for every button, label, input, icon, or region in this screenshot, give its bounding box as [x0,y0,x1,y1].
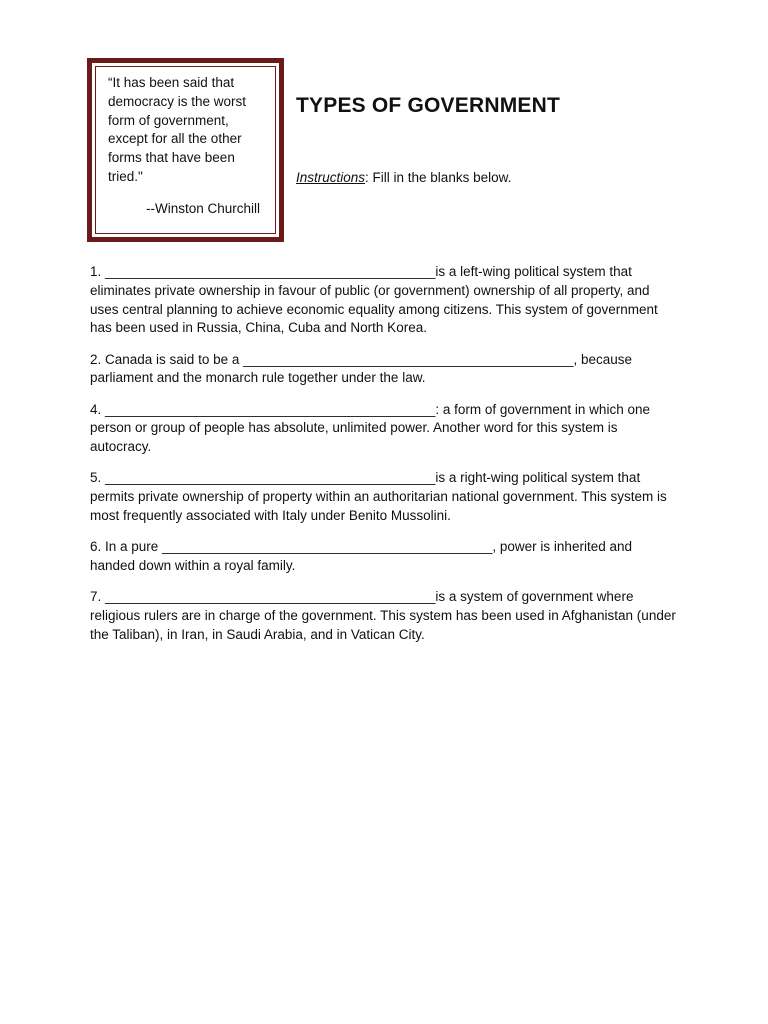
instructions [296,169,511,187]
question-7: 7. ____________________________________________is a system of government where religious rulers are in charge of the government. This system has been used in Afghanistan (under the Taliban), in Iran, in Saudi Arabia, and in Vatican City. [90,589,676,642]
question-2: 2. Canada is said to be a ____________________________________________, because parliament and the monarch rule together under the law. [90,351,632,386]
quote-author: --Winston Churchill [146,201,261,216]
question-5: 5. ____________________________________________is a right-wing political system that permits private ownership of property within an authoritarian national government. This system is most frequently associated with Italy under Benito Mussolini. [90,470,667,523]
quote-text: “It has been said that democracy is the worst form of government, except for all the other forms that have been tried." [108,75,247,184]
question-1: 1. ____________________________________________is a left-wing political system that eliminates private ownership in favour of public (or government) ownership of all property, and uses central planning to achieve economic equality among citizens. This system of government has been used in Russia, China, Cuba and North Korea. [90,264,658,336]
question-6: 6. In a pure ____________________________________________, power is inherited and handed down within a royal family. [90,539,632,573]
question-4: 4. ____________________________________________: a form of government in which one person or group of people has absolute, unlimited power. Another word for this system is autocracy. [90,401,650,455]
questions-list [90,263,680,657]
instructions-text: : Fill in the blanks below. [365,170,512,185]
instructions-label: Instructions [296,170,366,185]
page-title: TYPES OF GOVERNMENT [296,94,560,117]
